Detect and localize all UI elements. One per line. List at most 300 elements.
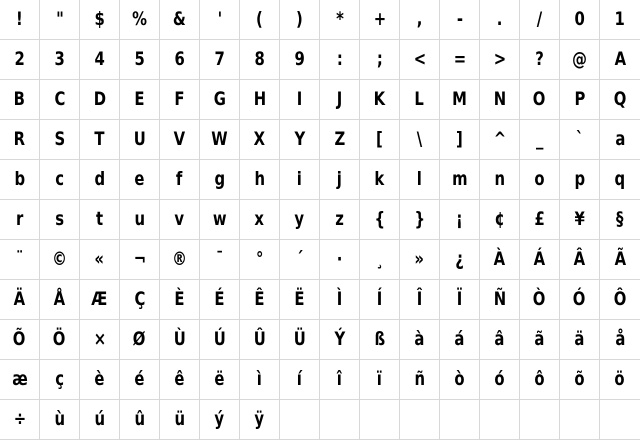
glyph: î [336,368,343,390]
glyph-cell[interactable] [400,120,440,160]
glyph-cell[interactable] [80,160,120,200]
glyph-cell[interactable] [0,400,40,440]
glyph-cell[interactable] [520,320,560,360]
glyph-cell[interactable] [360,320,400,360]
glyph-cell[interactable] [160,120,200,160]
glyph-cell[interactable] [320,160,360,200]
glyph: å [614,328,625,350]
glyph: X [253,128,266,150]
glyph-cell[interactable] [400,400,440,440]
glyph-cell[interactable] [120,120,160,160]
glyph-cell[interactable] [600,240,640,280]
glyph: ¬ [133,248,146,270]
glyph-cell[interactable] [440,360,480,400]
glyph-cell[interactable] [80,240,120,280]
glyph-cell[interactable] [400,360,440,400]
glyph: Ñ [493,288,506,310]
glyph-cell[interactable] [560,280,600,320]
glyph: ë [214,368,225,390]
glyph-cell[interactable] [120,400,160,440]
glyph-cell[interactable] [440,320,480,360]
glyph-cell[interactable] [320,280,360,320]
glyph-cell[interactable] [600,360,640,400]
glyph: « [94,248,105,270]
glyph: V [173,128,186,150]
glyph-cell[interactable] [80,40,120,80]
glyph: ; [376,48,383,70]
glyph: 3 [54,48,65,70]
glyph-cell[interactable] [0,280,40,320]
glyph: Æ [91,288,108,310]
glyph: } [414,208,425,230]
glyph-cell[interactable] [200,80,240,120]
glyph: ç [55,368,64,390]
glyph: M [452,88,467,110]
glyph-cell[interactable] [360,240,400,280]
glyph-cell[interactable] [40,80,80,120]
glyph: z [335,208,344,230]
glyph: B [13,88,26,110]
glyph: é [134,368,145,390]
glyph: ( [256,8,263,30]
glyph-cell[interactable] [160,360,200,400]
glyph: Â [573,248,586,270]
glyph-cell[interactable] [400,280,440,320]
glyph: ï [376,368,383,390]
glyph: § [616,208,624,230]
glyph: ù [54,408,65,430]
glyph: & [173,8,186,30]
glyph: 9 [294,48,305,70]
glyph-cell[interactable] [320,400,360,440]
glyph: ü [174,408,185,430]
glyph: Z [334,128,345,150]
glyph-cell[interactable] [80,360,120,400]
glyph: ´ [295,248,304,270]
glyph: ¢ [494,208,505,230]
glyph: ñ [414,368,425,390]
glyph-cell[interactable] [80,400,120,440]
glyph-cell[interactable] [520,200,560,240]
glyph: Ã [614,248,626,270]
glyph-cell[interactable] [320,120,360,160]
glyph: Y [294,128,305,150]
glyph: , [416,8,423,30]
glyph-cell[interactable] [240,280,280,320]
glyph-cell[interactable] [120,320,160,360]
glyph: " [55,8,64,30]
glyph-cell[interactable] [280,200,320,240]
glyph-cell[interactable] [440,40,480,80]
glyph-cell[interactable] [560,0,600,40]
glyph: h [254,168,265,190]
glyph: - [456,8,463,30]
glyph: r [15,208,24,230]
glyph-cell[interactable] [40,360,80,400]
glyph-cell[interactable] [560,240,600,280]
glyph: í [296,368,303,390]
glyph-cell[interactable] [120,280,160,320]
glyph-cell[interactable] [440,200,480,240]
glyph: A [614,48,626,70]
glyph-cell[interactable] [200,0,240,40]
glyph-cell[interactable] [520,240,560,280]
glyph: ^ [493,128,506,150]
glyph: . [496,8,503,30]
glyph-cell[interactable] [560,360,600,400]
glyph-cell[interactable] [440,80,480,120]
glyph: ] [456,128,463,150]
glyph: 7 [214,48,225,70]
glyph: ¥ [574,208,585,230]
glyph-cell[interactable] [40,200,80,240]
glyph-cell[interactable] [0,160,40,200]
glyph: f [176,168,183,190]
glyph: O [533,88,546,110]
glyph-cell[interactable] [0,240,40,280]
glyph: S [54,128,65,150]
glyph: ê [174,368,185,390]
glyph: @ [572,48,587,70]
glyph: N [493,88,506,110]
glyph-cell[interactable] [240,320,280,360]
glyph-cell[interactable] [400,240,440,280]
glyph-cell[interactable] [200,320,240,360]
glyph-cell[interactable] [160,200,200,240]
glyph: ) [296,8,303,30]
glyph: > [493,48,506,70]
glyph-cell[interactable] [400,160,440,200]
glyph-cell[interactable] [160,160,200,200]
glyph-cell[interactable] [480,400,520,440]
glyph-cell[interactable] [520,80,560,120]
glyph-cell[interactable] [120,200,160,240]
glyph-cell[interactable] [200,240,240,280]
glyph-cell[interactable] [480,360,520,400]
glyph: 2 [14,48,25,70]
glyph-cell[interactable] [240,400,280,440]
glyph-cell[interactable] [240,160,280,200]
glyph: á [454,328,465,350]
glyph: · [336,248,343,270]
glyph: ã [534,328,545,350]
glyph: Ê [254,288,265,310]
glyph-cell[interactable] [40,320,80,360]
glyph-cell[interactable] [40,0,80,40]
glyph: ò [454,368,465,390]
glyph-cell[interactable] [200,40,240,80]
glyph-cell[interactable] [440,160,480,200]
glyph-cell[interactable] [0,80,40,120]
glyph: 8 [254,48,265,70]
glyph-cell[interactable] [600,400,640,440]
glyph: æ [11,368,28,390]
glyph-cell[interactable] [360,120,400,160]
glyph: ä [574,328,585,350]
glyph-cell[interactable] [560,40,600,80]
glyph-cell[interactable] [280,240,320,280]
glyph-cell[interactable] [360,160,400,200]
glyph-cell[interactable] [480,160,520,200]
glyph-cell[interactable] [560,80,600,120]
glyph-cell[interactable] [80,0,120,40]
glyph-cell[interactable] [520,400,560,440]
glyph: Ó [573,288,586,310]
glyph: õ [574,368,585,390]
glyph-cell[interactable] [200,200,240,240]
glyph-cell[interactable] [360,360,400,400]
glyph: \ [416,128,423,150]
glyph-cell[interactable] [440,240,480,280]
glyph: ô [534,368,545,390]
glyph-cell[interactable] [120,360,160,400]
glyph: = [453,48,466,70]
glyph-cell[interactable] [320,80,360,120]
glyph-cell[interactable] [440,120,480,160]
glyph: i [296,168,303,190]
glyph: 5 [134,48,145,70]
glyph-cell[interactable] [280,320,320,360]
glyph-cell[interactable] [280,0,320,40]
glyph: © [52,248,67,270]
glyph: _ [535,128,544,150]
glyph-cell[interactable] [520,360,560,400]
glyph: n [494,168,505,190]
glyph-cell[interactable] [280,400,320,440]
glyph-cell[interactable] [0,200,40,240]
glyph-cell[interactable] [600,80,640,120]
glyph: 6 [174,48,185,70]
glyph: b [14,168,25,190]
glyph: < [413,48,426,70]
glyph-cell[interactable] [560,160,600,200]
glyph: ' [217,8,222,30]
glyph: û [134,408,145,430]
glyph-cell[interactable] [280,280,320,320]
glyph: F [174,88,185,110]
glyph-cell[interactable] [40,400,80,440]
glyph-cell[interactable] [560,200,600,240]
glyph: k [374,168,385,190]
glyph: Å [53,288,66,310]
glyph-cell[interactable] [360,40,400,80]
glyph: Ô [613,288,627,310]
glyph-cell[interactable] [360,0,400,40]
glyph-cell[interactable] [0,0,40,40]
glyph-cell[interactable] [320,240,360,280]
glyph: $ [94,8,105,30]
glyph-cell[interactable] [0,120,40,160]
glyph-cell[interactable] [40,240,80,280]
glyph-cell[interactable] [40,280,80,320]
glyph-cell[interactable] [280,360,320,400]
glyph: 4 [94,48,105,70]
glyph-cell[interactable] [360,280,400,320]
glyph-cell[interactable] [80,80,120,120]
glyph: + [373,8,386,30]
glyph-cell[interactable] [160,80,200,120]
glyph: a [614,128,625,150]
glyph-cell[interactable] [400,0,440,40]
glyph: × [93,328,106,350]
glyph-cell[interactable] [40,40,80,80]
glyph-cell[interactable] [320,360,360,400]
glyph: ° [255,248,264,270]
glyph-cell[interactable] [480,120,520,160]
glyph-cell[interactable] [520,0,560,40]
glyph-cell[interactable] [80,320,120,360]
glyph-cell[interactable] [200,120,240,160]
glyph-cell[interactable] [400,40,440,80]
glyph-cell[interactable] [240,120,280,160]
glyph: Ú [213,328,226,350]
glyph-cell[interactable] [560,120,600,160]
glyph-cell[interactable] [320,320,360,360]
glyph-cell[interactable] [280,80,320,120]
glyph-cell[interactable] [520,40,560,80]
glyph-cell[interactable] [200,280,240,320]
glyph: ì [256,368,263,390]
glyph: g [214,168,225,190]
glyph-cell[interactable] [240,200,280,240]
glyph: U [133,128,146,150]
glyph-cell[interactable] [440,0,480,40]
glyph: Ë [294,288,305,310]
glyph: Ý [334,328,345,350]
glyph: â [494,328,505,350]
glyph-cell[interactable] [600,280,640,320]
glyph-cell[interactable] [120,160,160,200]
glyph-cell[interactable] [400,80,440,120]
glyph: P [574,88,585,110]
glyph-cell[interactable] [480,0,520,40]
glyph-cell[interactable] [40,160,80,200]
glyph: D [93,88,106,110]
glyph-cell[interactable] [80,280,120,320]
glyph-cell[interactable] [40,120,80,160]
glyph: o [534,168,545,190]
glyph: Á [533,248,546,270]
glyph-cell[interactable] [120,240,160,280]
glyph: Õ [13,328,26,350]
glyph-cell[interactable] [200,160,240,200]
glyph-cell[interactable] [520,160,560,200]
glyph: 1 [614,8,626,30]
glyph-cell[interactable] [360,80,400,120]
glyph-cell[interactable] [360,400,400,440]
glyph-cell[interactable] [120,80,160,120]
glyph-cell[interactable] [160,280,200,320]
glyph-cell[interactable] [240,0,280,40]
glyph-cell[interactable] [440,400,480,440]
glyph-cell[interactable] [0,40,40,80]
glyph-cell[interactable] [160,0,200,40]
glyph-cell[interactable] [120,0,160,40]
glyph-cell[interactable] [280,160,320,200]
glyph-cell[interactable] [600,40,640,80]
glyph: Ï [456,288,463,310]
glyph: u [134,208,145,230]
glyph: Î [416,288,423,310]
glyph-cell[interactable] [600,160,640,200]
glyph: * [335,8,344,30]
glyph: R [13,128,26,150]
glyph-cell[interactable] [120,40,160,80]
glyph-cell[interactable] [320,200,360,240]
glyph-cell[interactable] [600,320,640,360]
glyph-cell[interactable] [240,240,280,280]
glyph-cell[interactable] [560,400,600,440]
glyph: ® [172,248,187,270]
glyph-cell[interactable] [480,200,520,240]
glyph-cell[interactable] [240,360,280,400]
glyph-cell[interactable] [160,240,200,280]
glyph-cell[interactable] [240,80,280,120]
glyph-cell[interactable] [280,40,320,80]
glyph-cell[interactable] [200,400,240,440]
glyph-cell[interactable] [400,320,440,360]
glyph: % [132,8,147,30]
glyph: Q [613,88,627,110]
glyph-cell[interactable] [480,40,520,80]
glyph: { [374,208,385,230]
glyph-cell[interactable] [200,360,240,400]
glyph-cell[interactable] [480,320,520,360]
glyph-cell[interactable] [80,120,120,160]
glyph-cell[interactable] [160,320,200,360]
glyph-cell[interactable] [400,200,440,240]
glyph-cell[interactable] [240,40,280,80]
glyph: Ä [13,288,26,310]
glyph: s [55,208,64,230]
glyph: ? [535,48,544,70]
glyph-cell[interactable] [360,200,400,240]
glyph: e [134,168,145,190]
glyph-cell[interactable] [520,120,560,160]
glyph-cell[interactable] [0,320,40,360]
glyph-cell[interactable] [600,120,640,160]
glyph-cell[interactable] [80,200,120,240]
glyph: p [574,168,585,190]
glyph: ¸ [375,248,384,270]
glyph-cell[interactable] [520,280,560,320]
glyph-cell[interactable] [160,400,200,440]
glyph-cell[interactable] [320,40,360,80]
glyph-cell[interactable] [480,280,520,320]
glyph: ö [614,368,626,390]
glyph-cell[interactable] [480,80,520,120]
glyph-cell[interactable] [600,0,640,40]
glyph: ú [94,408,105,430]
glyph-cell[interactable] [600,200,640,240]
glyph: x [254,208,265,230]
glyph: I [296,88,303,110]
glyph-cell[interactable] [440,280,480,320]
glyph-cell[interactable] [280,120,320,160]
glyph-cell[interactable] [560,320,600,360]
glyph: ¨ [15,248,24,270]
glyph-cell[interactable] [320,0,360,40]
glyph-cell[interactable] [0,360,40,400]
glyph: m [451,168,468,190]
glyph: E [134,88,145,110]
glyph-cell[interactable] [480,240,520,280]
glyph: H [253,88,266,110]
glyph-cell[interactable] [160,40,200,80]
glyph: 0 [574,8,585,30]
glyph: y [294,208,305,230]
glyph: Ì [336,288,343,310]
